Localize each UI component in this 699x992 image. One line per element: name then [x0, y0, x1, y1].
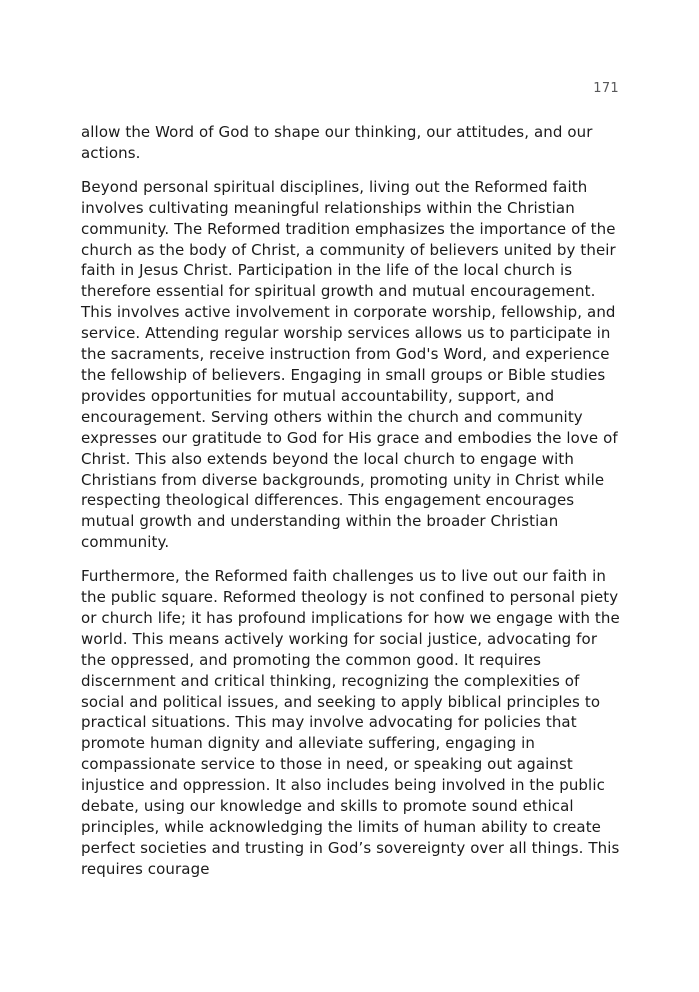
- page-number: 171: [593, 81, 619, 96]
- paragraph: allow the Word of God to shape our thinking, our attitudes, and our actions.: [81, 123, 593, 162]
- paragraph: Furthermore, the Reformed faith challenges us to live out our faith in the public square. Reformed theology is not confined to personal piety or church life; it has profound implications for how we engage with the world. This means actively working for social justice, advocating for the oppressed, and promoting the common good. It requires discernment and critical thinking, recognizing the complexities of social and political issues, and seeking to apply biblical principles to practical situations. This may involve advocating for policies that promote human dignity and alleviate suffering, engaging in compassionate service to those in need, or speaking out against injustice and oppression. It also includes being involved in the public debate, using our knowledge and skills to promote sound ethical principles, while acknowledging the limits of human ability to create perfect societies and trusting in God’s sovereignty over all things. This requires courage: [81, 567, 620, 878]
- paragraph: Beyond personal spiritual disciplines, living out the Reformed faith involves cultivating meaningful relationships within the Christian community. The Reformed tradition emphasizes the importance of the church as the body of Christ, a community of believers united by their faith in Jesus Christ. Participation in the life of the local church is therefore essential for spiritual growth and mutual encouragement. This involves active involvement in corporate worship, fellowship, and service. Attending regular worship services allows us to participate in the sacraments, receive instruction from God's Word, and experience the fellowship of believers. Engaging in small groups or Bible studies provides opportunities for mutual accountability, support, and encouragement. Serving others within the church and community expresses our gratitude to God for His grace and embodies the love of Christ. This also extends beyond the local church to engage with Christians from diverse backgrounds, promoting unity in Christ while respecting theological differences. This engagement encourages mutual growth and understanding within the broader Christian community.: [81, 177, 618, 552]
- page-body-text: [81, 122, 624, 880]
